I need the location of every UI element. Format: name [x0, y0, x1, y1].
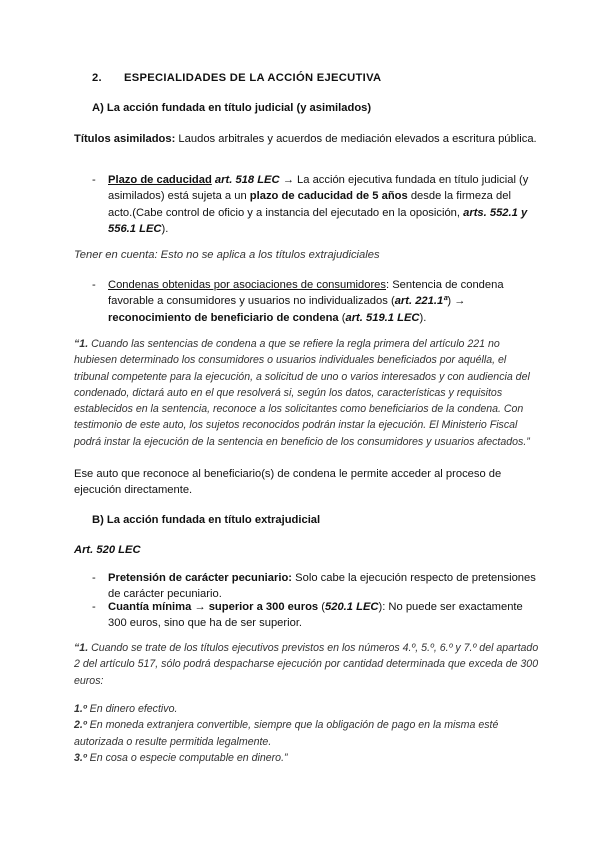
- caducidad-item: [108, 172, 538, 238]
- section-heading: [92, 70, 558, 86]
- subheading-b: B) La acción fundada en título extrajudicial: [92, 514, 321, 526]
- pretension-label: Pretensión de carácter pecuniario:: [108, 572, 293, 584]
- pretension-item: [108, 570, 538, 603]
- quote1-text: Cuando las sentencias de condena a que se refiere la regla primera del artículo 221 no hubiesen determinado los consumidores o usuarios individuales beneficiados por aquélla, el tribunal competente para la ejecución, a solicitud de uno o varios interesados y con audiencia del condenado, dictará auto en el que resolverá si, según los datos, características y requisitos establecidos en la sentencia, reconoce a los solicitantes como beneficiarios de la condena. Con testimonio de este auto, los sujetos reconocidos podrán instar la ejecución. El Ministerio Fiscal podrá instar la ejecución de la sentencia en beneficio de los consumidores y usuarios afectados.”: [74, 338, 530, 448]
- item-3-text: En cosa o especie computable en dinero.”: [86, 751, 288, 764]
- quote2-text: Cuando se trate de los títulos ejecutivos previstos en los números 4.º, 5.º, 6.º y 7.º del apartado 2 del artículo 517, sólo podrá despacharse ejecución por cantidad determinada que exceda de 300 euros:: [74, 642, 539, 687]
- caducidad-art: art. 518 LEC: [211, 174, 280, 186]
- item-3-number: 3.º: [74, 751, 87, 764]
- subheading-a: A) La acción fundada en título judicial (y asimilados): [92, 102, 372, 114]
- caducidad-label: Plazo de caducidad: [108, 174, 212, 186]
- list-item: [74, 719, 498, 747]
- caducidad-text-2: desde la firmeza del acto.(Cabe control de oficio y a instancia del ejecutado en la oposición,: [108, 190, 511, 219]
- caducidad-art2: arts. 552.1 y 556.1 LEC: [108, 206, 528, 236]
- bullet-condenas: -: [92, 279, 96, 291]
- quote2-number: “1.: [74, 642, 89, 654]
- cuantia-text-1: (: [318, 601, 325, 613]
- section-title: ESPECIALIDADES DE LA ACCIÓN EJECUTIVA: [123, 72, 382, 84]
- asimilados-text: Laudos arbitrales y acuerdos de mediación elevados a escritura pública.: [175, 133, 537, 145]
- section-number: 2.: [92, 72, 102, 84]
- condenas-art2: art. 519.1 LEC: [345, 311, 420, 324]
- condenas-text-4: ).: [419, 311, 427, 324]
- list-item: [74, 752, 288, 764]
- pretension-text: Solo cabe la ejecución respecto de pretensiones de carácter pecuniario.: [108, 572, 536, 601]
- art-520-heading: Art. 520 LEC: [74, 544, 141, 556]
- asimilados-label: Títulos asimilados:: [74, 133, 176, 145]
- asimilados-paragraph: [74, 131, 540, 147]
- condenas-bold: reconocimiento de beneficiario de condena: [108, 311, 339, 324]
- caducidad-text-3: ).: [161, 223, 169, 236]
- quote-items-list: [74, 701, 540, 766]
- condenas-text-2: ) →: [447, 295, 466, 308]
- condenas-item: [108, 277, 538, 326]
- bullet-pretension: -: [92, 572, 96, 584]
- caducidad-bold: plazo de caducidad de 5 años: [249, 190, 408, 203]
- condenas-label: Condenas obtenidas por asociaciones de consumidores: [108, 279, 386, 291]
- bullet-cuantia: -: [92, 601, 96, 613]
- quote-art-519: [74, 336, 540, 450]
- item-2-text: En moneda extranjera convertible, siempre que la obligación de pago en la misma esté autorizada o resulte permitida legalmente.: [74, 719, 499, 748]
- cuantia-item: [108, 599, 538, 632]
- ese-auto-paragraph: Ese auto que reconoce al beneficiario(s) de condena le permite acceder al proceso de ejecución directamente.: [74, 468, 502, 497]
- quote-art-520: [74, 640, 540, 689]
- condenas-text-1: : Sentencia de condena favorable a consumidores y usuarios no individualizados (: [108, 279, 504, 308]
- tener-note: Tener en cuenta: Esto no se aplica a los títulos extrajudiciales: [74, 249, 380, 261]
- condenas-text-3: (: [338, 311, 346, 324]
- caducidad-text-1: → La acción ejecutiva fundada en título judicial (y asimilados) está sujeta a un: [108, 174, 529, 203]
- item-2-number: 2.º: [74, 719, 87, 732]
- cuantia-art: 520.1 LEC: [325, 601, 379, 613]
- quote1-number: “1.: [74, 338, 89, 350]
- cuantia-text-2: ): No puede ser exactamente 300 euros, sino que ha de ser superior.: [108, 601, 523, 630]
- item-1-text: En dinero efectivo.: [86, 703, 178, 715]
- bullet-caducidad: -: [92, 174, 96, 186]
- condenas-art: art. 221.1ª: [394, 295, 448, 308]
- item-1-number: 1.º: [74, 703, 87, 715]
- cuantia-label: Cuantía mínima → superior a 300 euros: [108, 601, 319, 613]
- list-item: [74, 703, 177, 715]
